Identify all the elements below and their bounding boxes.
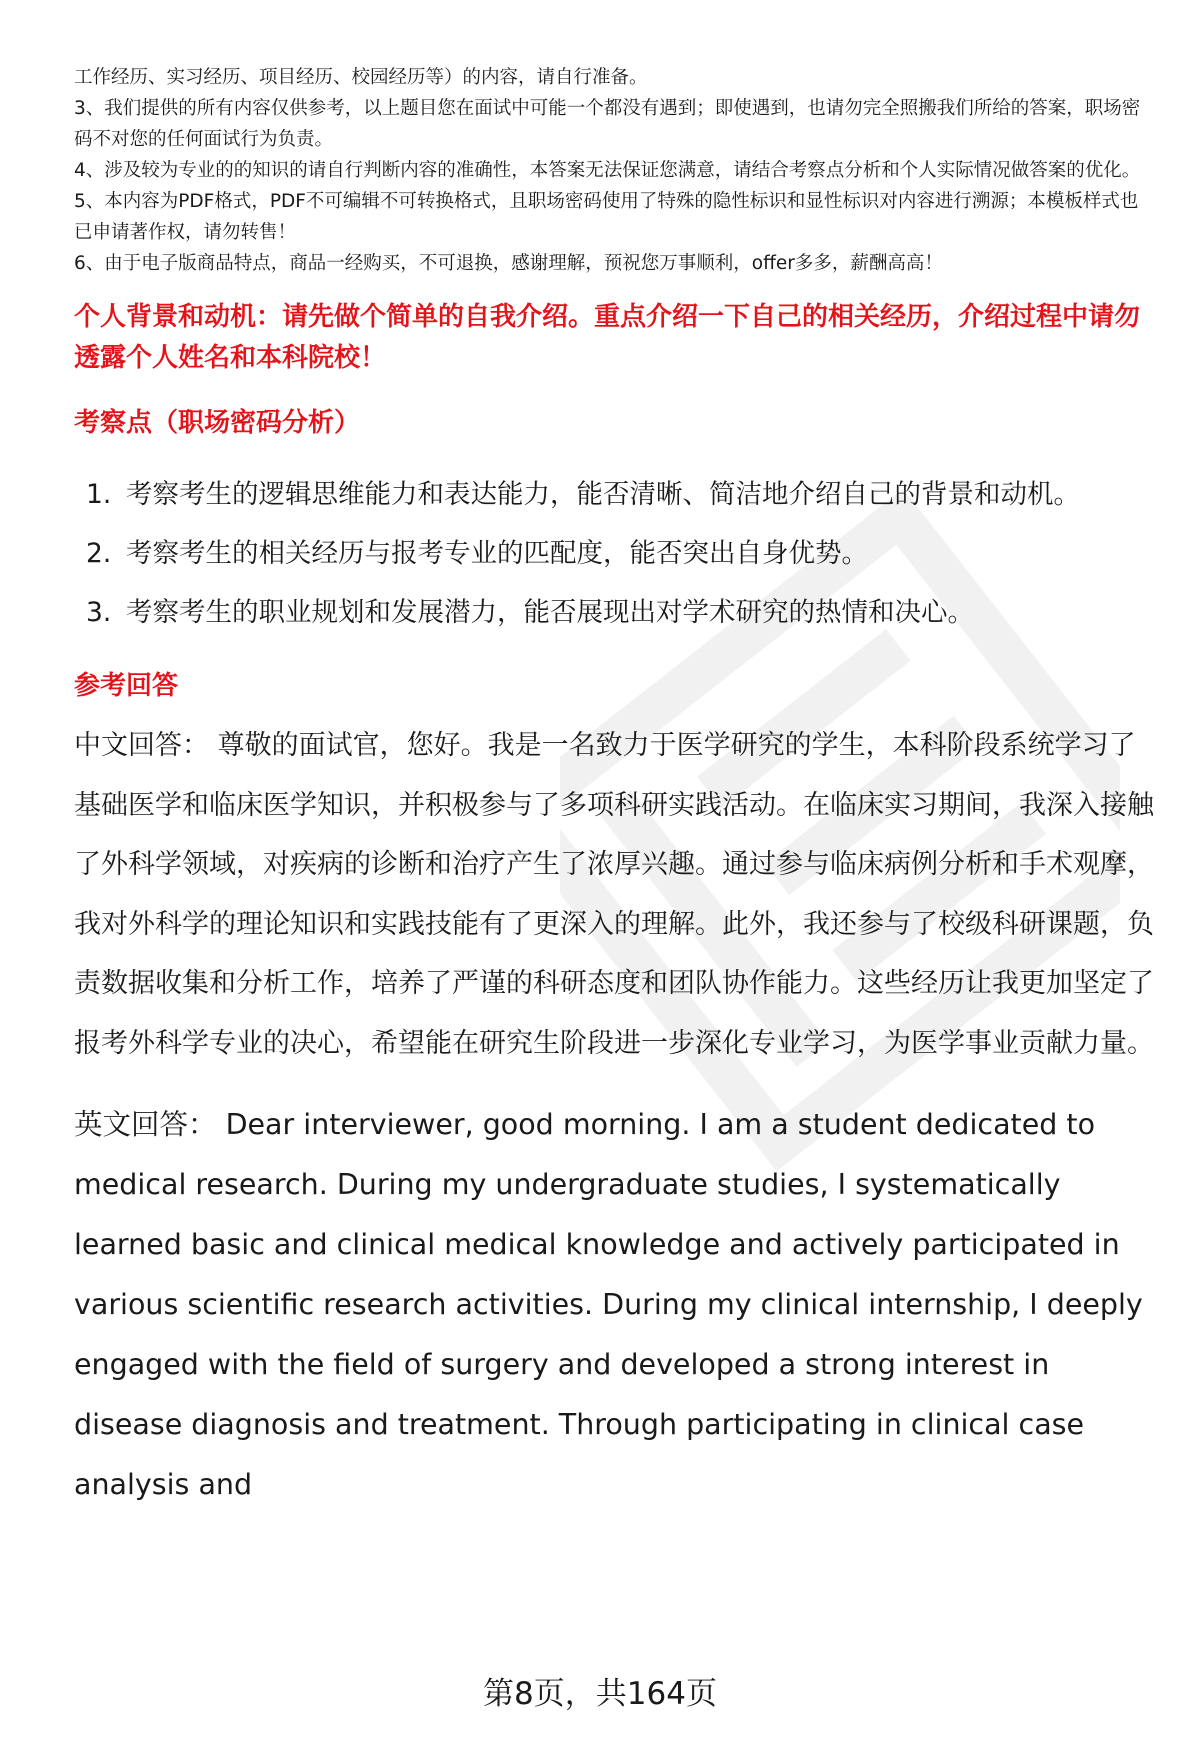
note-line: 5、本内容为PDF格式，PDF不可编辑不可转换格式，且职场密码使用了特殊的隐性标识和显性标识对内容进行溯源；本模板样式也已申请著作权，请勿转售！ bbox=[74, 191, 1139, 243]
english-answer-label: 英文回答： bbox=[74, 1108, 217, 1141]
list-number: 1. bbox=[86, 479, 112, 510]
list-number: 2. bbox=[86, 538, 112, 569]
note-line: 工作经历、实习经历、项目经历、校园经历等）的内容，请自行准备。 bbox=[74, 67, 648, 88]
chinese-answer-text: 尊敬的面试官，您好。我是一名致力于医学研究的学生，本科阶段系统学习了基础医学和临床医学知识，并积极参与了多项科研实践活动。在临床实习期间，我深入接触了外科学领域，对疾病的诊断和治疗产生了浓厚兴趣。通过参与临床病例分析和手术观摩，我对外科学的理论知识和实践技能有了更深入的理解。此外，我还参与了校级科研课题，负责数据收集和分析工作，培养了严谨的科研态度和团队协作能力。这些经历让我更加坚定了报考外科学专业的决心，希望能在研究生阶段进一步深化专业学习，为医学事业贡献力量。 bbox=[74, 730, 1154, 1059]
note-line: 6、由于电子版商品特点，商品一经购买，不可退换，感谢理解，预祝您万事顺利，offer多多，薪酬高高！ bbox=[74, 253, 943, 274]
list-text: 考察考生的相关经历与报考专业的匹配度，能否突出自身优势。 bbox=[126, 538, 868, 569]
english-answer-text: Dear interviewer, good morning. I am a student dedicated to medical research. During my undergraduate studies, I systematically learned basic and clinical medical knowledge and actively participated in various scientific research activities. During my clinical internship, I deeply engaged with the field of surgery and developed a strong interest in disease diagnosis and treatment. Through participating in clinical case analysis and bbox=[74, 1108, 1143, 1501]
document-page bbox=[74, 62, 1154, 1515]
notes-block bbox=[74, 62, 1154, 279]
reference-title: 参考回答 bbox=[74, 671, 179, 701]
list-item bbox=[74, 465, 1154, 524]
assessment-list bbox=[74, 465, 1154, 642]
list-number: 3. bbox=[86, 597, 112, 628]
assessment-title: 考察点（职场密码分析） bbox=[74, 408, 361, 438]
chinese-answer bbox=[74, 716, 1154, 1073]
note-line: 3、我们提供的所有内容仅供参考，以上题目您在面试中可能一个都没有遇到；即使遇到，也请勿完全照搬我们所给的答案，职场密码不对您的任何面试行为负责。 bbox=[74, 98, 1141, 150]
list-item bbox=[74, 583, 1154, 642]
question-heading: 个人背景和动机：请先做个简单的自我介绍。重点介绍一下自己的相关经历，介绍过程中请勿透露个人姓名和本科院校！ bbox=[74, 302, 1141, 373]
chinese-answer-label: 中文回答： bbox=[74, 730, 209, 761]
list-text: 考察考生的职业规划和发展潜力，能否展现出对学术研究的热情和决心。 bbox=[126, 597, 974, 628]
list-text: 考察考生的逻辑思维能力和表达能力，能否清晰、简洁地介绍自己的背景和动机。 bbox=[126, 479, 1080, 510]
list-item bbox=[74, 524, 1154, 583]
note-line: 4、涉及较为专业的的知识的请自行判断内容的准确性，本答案无法保证您满意，请结合考察点分析和个人实际情况做答案的优化。 bbox=[74, 160, 1141, 181]
english-answer bbox=[74, 1095, 1154, 1515]
page-number: 第8页，共164页 bbox=[483, 1676, 717, 1712]
